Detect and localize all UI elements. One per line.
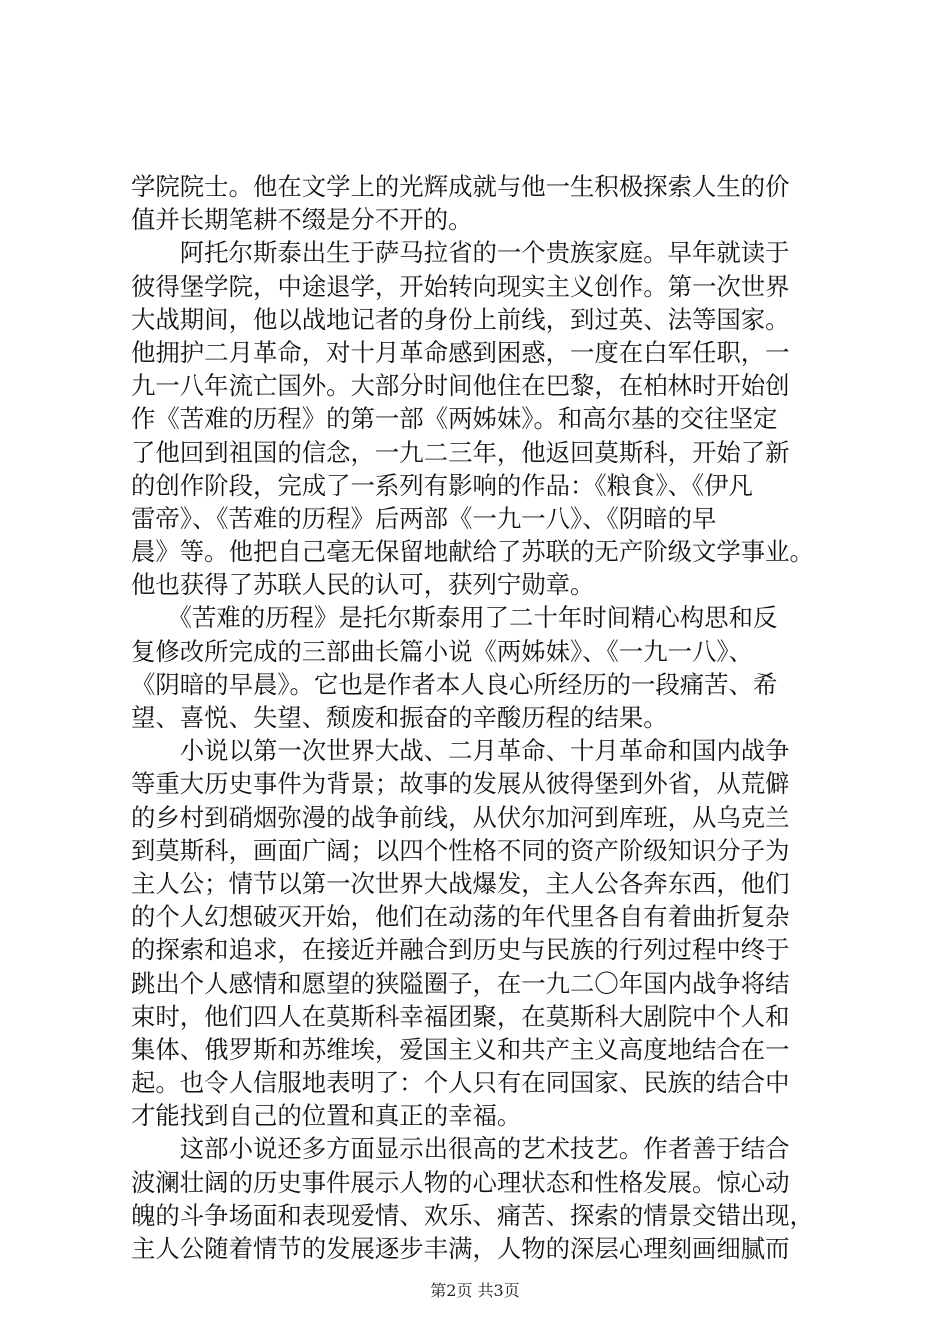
page-footer: 第2页 共3页 <box>430 1281 520 1300</box>
text-line: 才能找到自己的位置和真正的幸福。 <box>131 1101 522 1131</box>
text-line: 复修改所完成的三部曲长篇小说《两姊妹》、《一九一八》、 <box>131 636 753 666</box>
text-line: 学院院士。他在文学上的光辉成就与他一生积极探索人生的价 <box>131 172 790 201</box>
text-line: 作《苦难的历程》的第一部《两姊妹》。和高尔基的交往坚定 <box>131 404 778 434</box>
text-line: 他拥护二月革命，对十月革命感到困惑，一度在白军任职，一 <box>131 337 790 367</box>
text-line: 的乡村到硝烟弥漫的战争前线，从伏尔加河到库班，从乌克兰 <box>131 802 790 832</box>
text-line: 等重大历史事件为背景；故事的发展从彼得堡到外省，从荒僻 <box>131 769 790 799</box>
text-line: 雷帝》、《苦难的历程》后两部《一九一八》、《阴暗的早 <box>131 503 717 533</box>
text-line: 《苦难的历程》是托尔斯泰用了二十年时间精心构思和反 <box>131 603 778 633</box>
text-line: 望、喜悦、失望、颓废和振奋的辛酸历程的结果。 <box>131 703 668 732</box>
text-line: 魄的斗争场面和表现爱情、欢乐、痛苦、探索的情景交错出现， <box>131 1200 814 1230</box>
text-line: 《阴暗的早晨》。它也是作者本人良心所经历的一段痛苦、希 <box>131 669 778 699</box>
text-line: 小说以第一次世界大战、二月革命、十月革命和国内战争 <box>131 736 790 766</box>
text-line: 的探索和追求，在接近并融合到历史与民族的行列过程中终于 <box>131 935 790 965</box>
text-line: 大战期间，他以战地记者的身份上前线，到过英、法等国家。 <box>131 304 790 334</box>
text-line: 束时，他们四人在莫斯科幸福团聚，在莫斯科大剧院中个人和 <box>131 1001 790 1031</box>
text-line: 阿托尔斯泰出生于萨马拉省的一个贵族家庭。早年就读于 <box>131 238 790 268</box>
text-line: 他也获得了苏联人民的认可，获列宁勋章。 <box>131 570 595 600</box>
text-line: 跳出个人感情和愿望的狭隘圈子，在一九二〇年国内战争将结 <box>131 968 790 998</box>
text-line: 起。也令人信服地表明了：个人只有在同国家、民族的结合中 <box>131 1068 790 1098</box>
text-line: 了他回到祖国的信念，一九二三年，他返回莫斯科，开始了新 <box>131 437 790 467</box>
body-text <box>131 170 831 1265</box>
text-line: 晨》等。他把自己毫无保留地献给了苏联的无产阶级文学事业。 <box>131 537 814 567</box>
text-line: 波澜壮阔的历史事件展示人物的心理状态和性格发展。惊心动 <box>131 1167 790 1197</box>
text-line: 主人公；情节以第一次世界大战爆发，主人公各奔东西，他们 <box>131 868 790 898</box>
text-line: 的个人幻想破灭开始，他们在动荡的年代里各自有着曲折复杂 <box>131 902 790 932</box>
text-line: 这部小说还多方面显示出很高的艺术技艺。作者善于结合 <box>131 1134 790 1164</box>
text-line: 的创作阶段，完成了一系列有影响的作品：《粮食》、《伊凡 <box>131 470 753 500</box>
text-line: 值并长期笔耕不缀是分不开的。 <box>131 205 473 235</box>
text-line: 集体、俄罗斯和苏维埃，爱国主义和共产主义高度地结合在一 <box>131 1034 790 1064</box>
text-line: 到莫斯科，画面广阔；以四个性格不同的资产阶级知识分子为 <box>131 835 790 865</box>
text-line: 九一八年流亡国外。大部分时间他住在巴黎，在柏林时开始创 <box>131 371 790 401</box>
text-line: 主人公随着情节的发展逐步丰满，人物的深层心理刻画细腻而 <box>131 1234 790 1263</box>
text-line: 彼得堡学院，中途退学，开始转向现实主义创作。第一次世界 <box>131 271 790 301</box>
